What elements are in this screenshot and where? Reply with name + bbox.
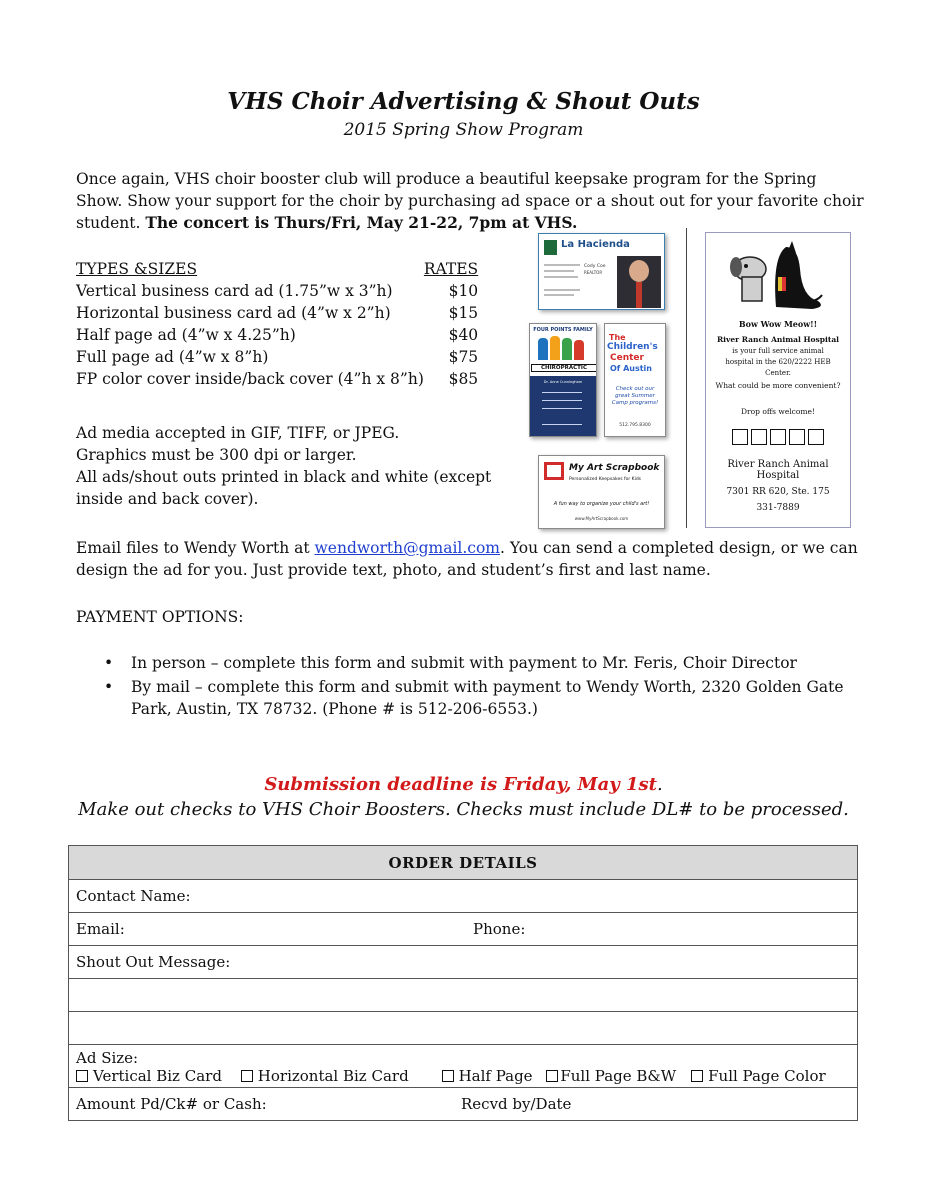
rate-price: $85 bbox=[448, 370, 479, 388]
email-phone-field[interactable] bbox=[69, 913, 858, 946]
contact-name-label: Contact Name: bbox=[76, 887, 191, 905]
table-row bbox=[69, 1045, 858, 1088]
ad-rr-name-big: River Ranch Animal Hospital bbox=[727, 459, 829, 481]
contact-name-field[interactable] bbox=[69, 880, 858, 913]
scrapbook-logo-icon bbox=[544, 462, 564, 480]
rate-row bbox=[76, 324, 482, 346]
ad-ms-line: A fun way to organize your child's art! bbox=[553, 501, 650, 507]
email-link[interactable]: wendworth@gmail.com bbox=[314, 539, 501, 557]
payment-heading: PAYMENT OPTIONS: bbox=[76, 608, 244, 626]
table-row[interactable] bbox=[69, 979, 858, 1012]
deadline-text: Submission deadline is Friday, May 1st bbox=[264, 774, 657, 795]
ad-size-option-label: Horizontal Biz Card bbox=[257, 1067, 409, 1085]
ad-size-option-label: Half Page bbox=[458, 1067, 533, 1085]
realtor-photo bbox=[617, 256, 661, 308]
checkbox-icon[interactable] bbox=[241, 1070, 253, 1082]
rate-price: $10 bbox=[448, 282, 479, 300]
types-sizes-header: TYPES &SIZES bbox=[76, 260, 198, 278]
ad-size-option[interactable] bbox=[76, 1067, 236, 1085]
list-item bbox=[76, 652, 866, 674]
order-heading: ORDER DETAILS bbox=[69, 846, 858, 880]
ad-cc-l4: Of Austin bbox=[610, 364, 652, 373]
rate-price: $75 bbox=[448, 348, 479, 366]
phone-label: Phone: bbox=[473, 920, 526, 938]
ad-size-option[interactable] bbox=[442, 1067, 542, 1085]
ad-rr-drop: Drop offs welcome! bbox=[741, 407, 815, 416]
rate-row bbox=[76, 280, 482, 302]
concert-info: The concert is Thurs/Fri, May 21-22, 7pm at VHS. bbox=[145, 213, 578, 232]
ad-cc-l3: Center bbox=[610, 353, 644, 363]
order-header-row bbox=[69, 846, 858, 880]
checkbox-icon[interactable] bbox=[442, 1070, 454, 1082]
rate-type: Vertical business card ad (1.75”w x 3”h) bbox=[76, 282, 393, 300]
email-prefix: Email files to Wendy Worth at bbox=[76, 539, 315, 557]
rate-row bbox=[76, 302, 482, 324]
payment-option: By mail – complete this form and submit with payment to Wendy Worth, 2320 Golden Gate Park, Austin, TX 78732. (Phone # is 512-206-6553.) bbox=[131, 678, 844, 718]
list-item bbox=[76, 676, 866, 720]
dog-cat-icon bbox=[706, 237, 850, 317]
page-title: VHS Choir Advertising & Shout Outs bbox=[227, 88, 700, 115]
shout-out-line[interactable] bbox=[69, 1012, 858, 1045]
media-line: Ad media accepted in GIF, TIFF, or JPEG. bbox=[76, 424, 400, 442]
shout-out-field[interactable] bbox=[69, 946, 858, 979]
deadline-period: . bbox=[656, 774, 663, 795]
ad-rr-phone: 331-7889 bbox=[756, 503, 800, 513]
paw-boxes-icon bbox=[732, 429, 824, 445]
table-row[interactable] bbox=[69, 913, 858, 946]
ad-rr-desc: is your full service animal hospital in the 620/2222 HEB Center. bbox=[725, 347, 831, 377]
ad-size-option[interactable] bbox=[241, 1067, 437, 1085]
checks-note: Make out checks to VHS Choir Boosters. Checks must include DL# to be processed. bbox=[78, 799, 849, 820]
media-requirements bbox=[76, 422, 506, 510]
email-label: Email: bbox=[76, 920, 125, 938]
table-row[interactable] bbox=[69, 1088, 858, 1121]
rate-price: $40 bbox=[448, 326, 479, 344]
intro-text: Once again, VHS choir booster club will produce a beautiful keepsake program for the Spring Show. Show your support for the choir by purchasing ad space or a shout out for your favorite choir student. bbox=[76, 170, 864, 232]
ad-ms-name: My Art Scrapbook bbox=[569, 463, 660, 473]
ad-rr-name-bold: River Ranch Animal Hospital bbox=[716, 335, 840, 344]
ad-cc-phone: 512.795.8300 bbox=[619, 423, 651, 428]
rate-type: Horizontal business card ad (4”w x 2”h) bbox=[76, 304, 391, 322]
payment-options-list bbox=[76, 652, 866, 722]
checkbox-icon[interactable] bbox=[76, 1070, 88, 1082]
payment-option: In person – complete this form and submit with payment to Mr. Feris, Choir Director bbox=[131, 654, 797, 672]
rates-header: RATES bbox=[423, 260, 479, 278]
ad-size-option-label: Full Page Color bbox=[708, 1067, 826, 1085]
table-row[interactable] bbox=[69, 946, 858, 979]
ad-size-option-label: Vertical Biz Card bbox=[93, 1067, 222, 1085]
deadline-block bbox=[0, 772, 927, 822]
rates-table bbox=[76, 258, 482, 390]
la-hacienda-ad bbox=[538, 233, 665, 310]
bullet-icon: • bbox=[104, 678, 114, 696]
ad-size-options bbox=[76, 1067, 850, 1085]
ad-doctor: Dr. Anne Cunningham bbox=[543, 380, 583, 384]
recvd-label: Recvd by/Date bbox=[461, 1095, 572, 1113]
checkbox-icon[interactable] bbox=[546, 1070, 558, 1082]
rate-row bbox=[76, 346, 482, 368]
checkbox-icon[interactable] bbox=[691, 1070, 703, 1082]
rate-row bbox=[76, 368, 482, 390]
ad-rr-slogan: Bow Wow Meow!! bbox=[738, 319, 818, 329]
ad-rr-question: What could be more convenient? bbox=[715, 381, 841, 390]
ad-cc-note: Check out our great Summer Camp programs! bbox=[611, 386, 659, 406]
email-suffix: . You can send a completed design, or we can design the ad for you. Just provide text, photo, and student’s first and last name. bbox=[76, 539, 858, 579]
ad-size-label: Ad Size: bbox=[76, 1049, 139, 1067]
my-art-scrapbook-ad bbox=[538, 455, 665, 529]
ad-top-text: FOUR POINTS FAMILY bbox=[533, 327, 593, 333]
rate-type: FP color cover inside/back cover (4”h x 8”h) bbox=[76, 370, 424, 388]
ad-rr-addr: 7301 RR 620, Ste. 175 bbox=[726, 487, 830, 497]
shout-out-label: Shout Out Message: bbox=[76, 953, 231, 971]
amount-field[interactable] bbox=[69, 1088, 858, 1121]
rate-type: Full page ad (4”w x 8”h) bbox=[76, 348, 269, 366]
rates-header-row bbox=[76, 258, 482, 280]
ad-size-option[interactable] bbox=[546, 1067, 686, 1085]
email-paragraph bbox=[76, 537, 866, 581]
rate-price: $15 bbox=[448, 304, 479, 322]
ad-business-name: La Hacienda bbox=[561, 239, 630, 250]
shout-out-line[interactable] bbox=[69, 979, 858, 1012]
ad-bottom-text: CHIROPRACTIC bbox=[531, 364, 597, 372]
ad-size-option[interactable] bbox=[691, 1067, 826, 1085]
ad-size-option-label: Full Page B&W bbox=[560, 1067, 677, 1085]
four-points-chiropractic-ad bbox=[529, 323, 597, 437]
ad-cc-l1: The bbox=[609, 333, 626, 342]
ad-cc-l2: Children's bbox=[607, 342, 658, 352]
table-row[interactable] bbox=[69, 1012, 858, 1045]
media-line: Graphics must be 300 dpi or larger. bbox=[76, 446, 357, 464]
ad-person-role: REALTOR bbox=[584, 270, 603, 275]
river-ranch-ad bbox=[705, 232, 851, 528]
ad-divider-line bbox=[686, 228, 687, 528]
order-details-table bbox=[68, 845, 858, 1121]
deadline-line bbox=[0, 772, 927, 797]
table-row[interactable] bbox=[69, 880, 858, 913]
media-line: All ads/shout outs printed in black and white (except inside and back cover). bbox=[76, 468, 492, 508]
ad-size-field bbox=[69, 1045, 858, 1088]
intro-paragraph bbox=[76, 168, 866, 234]
childrens-center-ad bbox=[604, 323, 666, 437]
ad-ms-url: www.MyArtScrapbook.com bbox=[574, 516, 629, 521]
rate-type: Half page ad (4”w x 4.25”h) bbox=[76, 326, 296, 344]
page-subtitle: 2015 Spring Show Program bbox=[343, 120, 584, 140]
ad-person-name: Cody Coe bbox=[584, 264, 606, 269]
bullet-icon: • bbox=[104, 654, 114, 672]
ad-ms-tag: Personalized Keepsakes for Kids bbox=[569, 477, 642, 482]
amount-label: Amount Pd/Ck# or Cash: bbox=[76, 1095, 267, 1113]
